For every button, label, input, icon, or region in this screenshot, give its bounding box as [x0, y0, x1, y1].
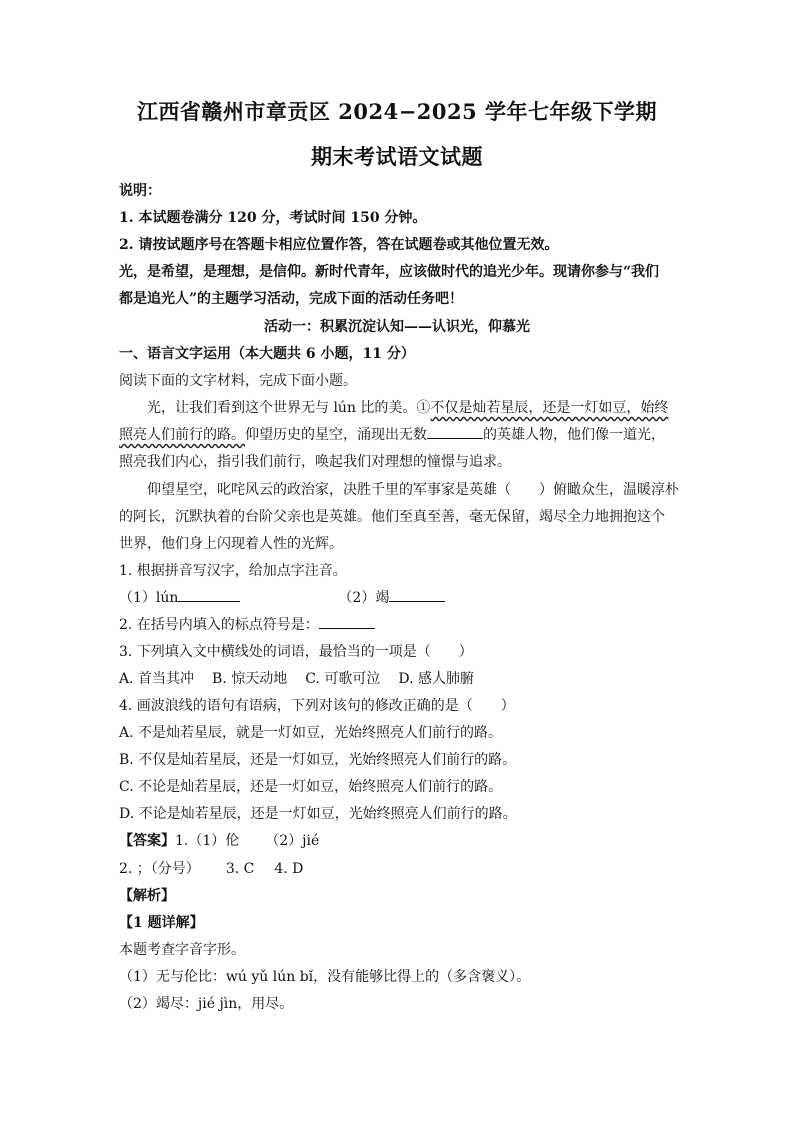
passage-text: 仰望历史的星空，涌现出无数 [245, 427, 427, 443]
reading-instruction: 阅读下面的文字材料，完成下面小题。 [119, 373, 357, 389]
option-a: A. 首当其冲 [119, 671, 195, 687]
question-1-blanks [119, 587, 445, 607]
question-4-option-a: A. 不是灿若星辰，就是一灯如豆，光始终照亮人们前行的路。 [119, 725, 503, 741]
answer-q3: 3. C [225, 861, 255, 877]
passage-p2-line1: 仰望星空，叱咤风云的政治家，决胜千里的军事家是英雄（ ）俯瞰众生，温暖淳朴 [147, 482, 679, 498]
q1-detail-intro: 本题考查字音字形。 [119, 942, 245, 958]
analysis-label: 【解析】 [119, 888, 175, 904]
answer-line-1 [119, 830, 319, 850]
answer-line-2 [119, 858, 303, 878]
intro-line-1: 光，是希望，是理想，是信仰。新时代青年，应该做时代的追光少年。现请你参与“我们 [119, 264, 660, 280]
answer-q1-b: （2）jié [265, 833, 320, 849]
passage-p1-line3: 照亮我们内心，指引我们前行，唤起我们对理想的憧憬与追求。 [119, 454, 511, 470]
question-2-text: 2. 在括号内填入的标点符号是： [119, 617, 319, 633]
wavy-underlined-sentence-end: 照亮人们前行的路。 [119, 427, 245, 443]
document-title: 江西省赣州市章贡区 2024−2025 学年七年级下学期 [136, 99, 658, 124]
option-c: C. 可歌可泣 [305, 671, 381, 687]
question-4-option-c: C. 不论是灿若星辰，还是一灯如豆，始终照亮人们前行的路。 [119, 779, 503, 795]
document-subtitle: 期末考试语文试题 [311, 144, 483, 169]
option-d: D. 感人肺腑 [398, 671, 474, 687]
question-4-option-b: B. 不仅是灿若星辰，还是一灯如豆，光始终照亮人们前行的路。 [119, 752, 517, 768]
answer-q1-a: 1.（1）伦 [175, 833, 240, 849]
intro-line-2: 都是追光人”的主题学习活动，完成下面的活动任务吧！ [119, 291, 464, 307]
question-2 [119, 614, 375, 634]
section-heading: 一、语言文字运用（本大题共 6 小题，11 分） [119, 346, 415, 362]
answer-blank [178, 589, 240, 602]
fill-blank [427, 426, 483, 439]
notes-label: 说明： [119, 183, 161, 199]
question-3-options [119, 668, 474, 688]
passage-p1-line2 [119, 424, 665, 444]
note-1: 1. 本试题卷满分 120 分，考试时间 150 分钟。 [119, 210, 427, 226]
answer-label: 【答案】 [119, 833, 175, 849]
question-4-option-d: D. 不论是灿若星辰，还是一灯如豆，光始终照亮人们前行的路。 [119, 806, 517, 822]
q1-part-1: （1）lún [119, 590, 179, 606]
answer-q2: 2. ；（分号） [119, 861, 200, 877]
passage-p1-line1 [147, 397, 668, 417]
question-1: 1. 根据拼音写汉字，给加点字注音。 [119, 563, 347, 579]
note-2: 2. 请按试题序号在答题卡相应位置作答，答在试题卷或其他位置无效。 [119, 237, 559, 253]
question-3: 3. 下列填入文中横线处的词语，最恰当的一项是（ ） [119, 644, 473, 660]
passage-text: 的英雄人物，他们像一道光， [483, 427, 665, 443]
passage-text: 光，让我们看到这个世界无与 lún 比的美。① [147, 400, 431, 416]
q1-detail-label: 【1 题详解】 [119, 915, 204, 931]
passage-p2-line3: 世界，他们身上闪现着人性的光辉。 [119, 536, 343, 552]
wavy-underlined-sentence: 不仅是灿若星辰，还是一灯如豆，始终 [430, 400, 669, 416]
option-b: B. 惊天动地 [212, 671, 288, 687]
answer-blank [389, 589, 445, 602]
answer-q4: 4. D [274, 861, 304, 877]
q1-detail-1: （1）无与伦比：wú yǔ lún bǐ，没有能够比得上的（多含褒义）。 [119, 969, 531, 985]
answer-blank [319, 616, 375, 629]
activity-heading: 活动一：积累沉淀认知——认识光，仰慕光 [264, 319, 530, 335]
question-4: 4. 画波浪线的语句有语病，下列对该句的修改正确的是（ ） [119, 698, 515, 714]
q1-detail-2: （2）竭尽：jié jìn，用尽。 [119, 996, 294, 1012]
passage-p2-line2: 的阿长，沉默执着的台阶父亲也是英雄。他们至真至善，毫无保留，竭尽全力地拥抱这个 [119, 509, 665, 525]
q1-part-2: （2）竭 [338, 590, 390, 606]
